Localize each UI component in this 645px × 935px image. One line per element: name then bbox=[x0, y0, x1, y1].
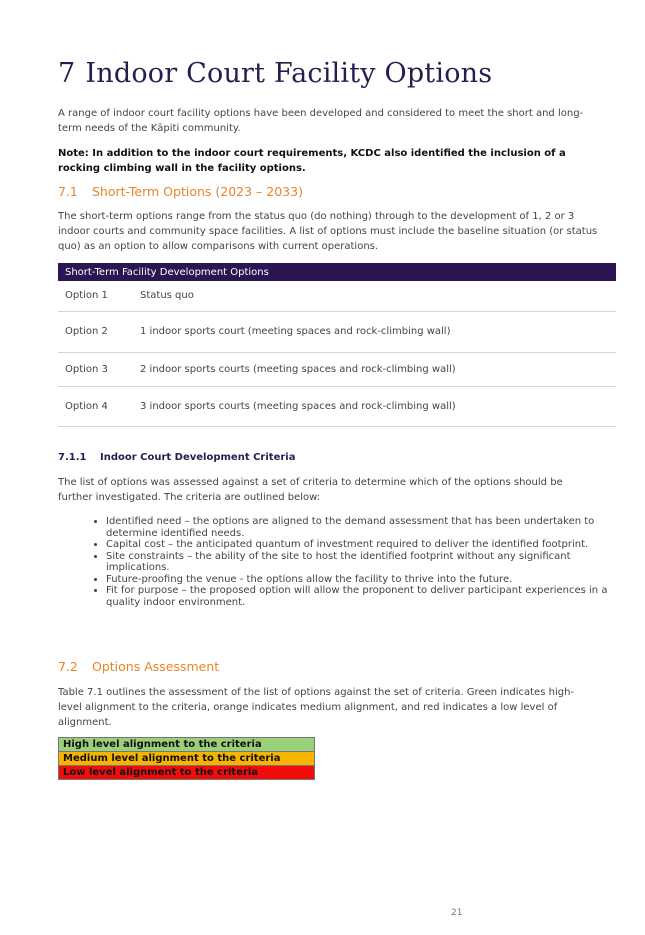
legend-medium: Medium level alignment to the criteria bbox=[59, 752, 315, 766]
option-label: Option 4 bbox=[58, 386, 133, 426]
option-label: Option 2 bbox=[58, 311, 133, 352]
page-title bbox=[58, 58, 492, 89]
intro-paragraph: A range of indoor court facility options have been developed and considered to meet the short and long-term needs of the Kāpiti community. bbox=[58, 108, 584, 134]
table-row bbox=[58, 352, 616, 386]
options-table bbox=[58, 263, 616, 427]
section-title: Short-Term Options (2023 – 2033) bbox=[92, 184, 303, 199]
list-item: • Future-proofing the venue - the options allow the facility to thrive into the future. bbox=[106, 574, 626, 586]
table-row bbox=[58, 281, 616, 311]
table-row bbox=[58, 386, 616, 426]
heading-title: Indoor Court Facility Options bbox=[85, 58, 493, 89]
list-item: • Identified need – the options are aligned to the demand assessment that has been undertaken to determine identified needs. bbox=[106, 516, 626, 539]
alignment-legend bbox=[58, 737, 315, 780]
section-number: 7.1 bbox=[58, 184, 78, 199]
heading-number: 7 bbox=[58, 58, 76, 89]
section-number: 7.2 bbox=[58, 659, 78, 674]
option-description: Status quo bbox=[133, 281, 616, 311]
option-label: Option 1 bbox=[58, 281, 133, 311]
section-title: Indoor Court Development Criteria bbox=[100, 452, 296, 463]
section-7-2-heading bbox=[58, 659, 219, 674]
criteria-list bbox=[80, 516, 626, 608]
option-label: Option 3 bbox=[58, 352, 133, 386]
option-description: 3 indoor sports courts (meeting spaces and rock-climbing wall) bbox=[133, 386, 616, 426]
section-7-1-heading bbox=[58, 184, 303, 199]
list-item: • Site constraints – the ability of the site to host the identified footprint without any significant implications. bbox=[106, 551, 626, 574]
table-header: Short-Term Facility Development Options bbox=[58, 263, 616, 281]
page-number: 21 bbox=[451, 908, 463, 918]
legend-low: Low level alignment to the criteria bbox=[59, 766, 315, 780]
section-7-1-1-body: The list of options was assessed against a set of criteria to determine which of the options should be further investigated. The criteria are outlined below: bbox=[58, 477, 563, 503]
section-title: Options Assessment bbox=[92, 659, 220, 674]
legend-row bbox=[59, 766, 315, 780]
list-item: • Capital cost – the anticipated quantum of investment required to deliver the identified footprint. bbox=[106, 539, 626, 551]
section-7-1-body: The short-term options range from the status quo (do nothing) through to the development of 1, 2 or 3 indoor courts and community space facilities. A list of options must include the baseline situation (or status quo) as an option to allow comparisons with current operations. bbox=[58, 211, 598, 252]
section-number: 7.1.1 bbox=[58, 452, 87, 463]
legend-row bbox=[59, 752, 315, 766]
section-7-1-1-heading bbox=[58, 452, 295, 463]
list-item: • Fit for purpose – the proposed option will allow the proponent to deliver participant experiences in a quality indoor environment. bbox=[106, 585, 626, 608]
section-7-2-body: Table 7.1 outlines the assessment of the list of options against the set of criteria. Green indicates high-level alignment to the criteria, orange indicates medium alignment, and red indicates a low level of alignment. bbox=[58, 687, 575, 728]
note-paragraph: Note: In addition to the indoor court requirements, KCDC also identified the inclusion of a rocking climbing wall in the facility options. bbox=[58, 148, 566, 174]
option-description: 1 indoor sports court (meeting spaces and rock-climbing wall) bbox=[133, 311, 616, 352]
table-row bbox=[58, 311, 616, 352]
table-header-row bbox=[58, 263, 616, 281]
legend-row bbox=[59, 738, 315, 752]
option-description: 2 indoor sports courts (meeting spaces and rock-climbing wall) bbox=[133, 352, 616, 386]
legend-high: High level alignment to the criteria bbox=[59, 738, 315, 752]
